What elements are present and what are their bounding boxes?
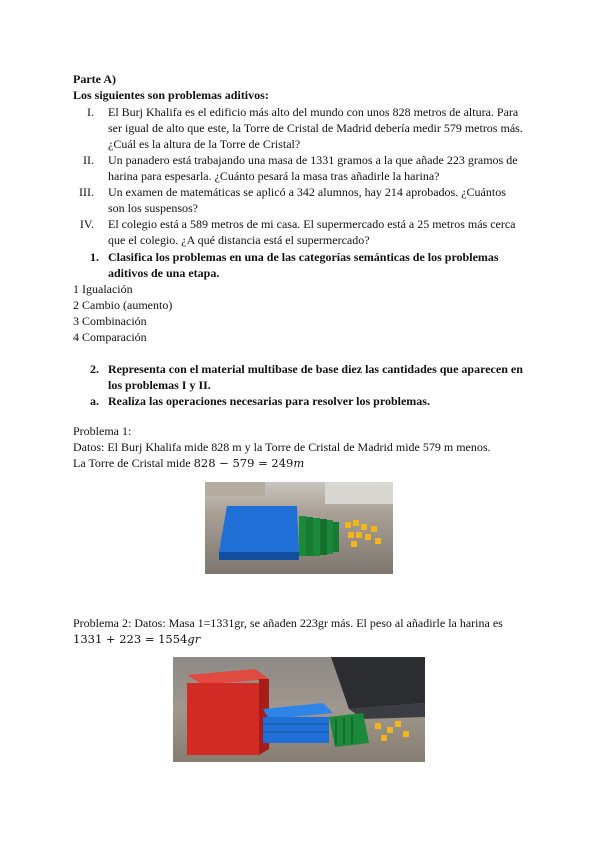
task-text-line: Representa con el material multibase de base diez las cantidades que aparecen en — [108, 362, 523, 376]
problem2-result-line — [73, 632, 200, 647]
problem-text-line: ser igual de alto que este, la Torre de Cristal de Madrid debería medir 579 metros más. — [108, 121, 523, 135]
base-ten-blocks-photo-1 — [205, 482, 393, 574]
category-item: 3 Combinación — [73, 314, 147, 328]
problem-text-line: que el colegio. ¿A qué distancia está el supermercado? — [108, 233, 370, 247]
hundreds-flat — [219, 506, 299, 552]
problem-number: I. — [87, 105, 94, 119]
problem1-title: Problema 1: — [73, 424, 132, 438]
tens-rods — [329, 713, 369, 747]
tens-rods — [299, 516, 339, 556]
problem-number: III. — [79, 185, 94, 199]
problem-text-line: ¿Cuál es la altura de la Torre de Cristal? — [108, 137, 301, 151]
problem1-result-line — [73, 456, 304, 471]
base-ten-blocks-photo-2 — [173, 657, 425, 762]
problem-text-line: El Burj Khalifa es el edificio más alto del mundo con unos 828 metros de altura. Para — [108, 105, 519, 119]
hundreds-flats — [263, 703, 333, 743]
math-expression: 828 − 579 = 249 — [193, 456, 294, 470]
task-number: 1. — [90, 250, 99, 264]
task-number: a. — [90, 394, 99, 408]
problem-text-line: son los suspensos? — [108, 201, 199, 215]
task-number: 2. — [90, 362, 99, 376]
problem-text-line: El colegio está a 589 metros de mi casa. El supermercado está a 25 metros más cerca — [108, 217, 516, 231]
problem-text-line: Un examen de matemáticas se aplicó a 342 alumnos, hay 214 aprobados. ¿Cuántos — [108, 185, 506, 199]
category-item: 1 Igualación — [73, 282, 133, 296]
math-unit: gr — [187, 632, 201, 646]
problem-number: II. — [83, 153, 94, 167]
math-unit: m — [293, 456, 305, 470]
math-expression: 1331 + 223 = 1554 — [73, 632, 188, 646]
problem1-data-line: Datos: El Burj Khalifa mide 828 m y la Torre de Cristal de Madrid mide 579 m menos. — [73, 440, 491, 454]
section-heading: Parte A) — [73, 72, 116, 86]
task-text-line: Realiza las operaciones necesarias para resolver los problemas. — [108, 394, 430, 408]
section-subheading: Los siguientes son problemas aditivos: — [73, 88, 269, 102]
task-text-line: aditivos de una etapa. — [108, 266, 220, 280]
photo-2-illustration — [173, 657, 425, 762]
task-text-line: Clasifica los problemas en una de las categorías semánticas de los problemas — [108, 250, 499, 264]
problem-text-line: Un panadero está trabajando una masa de 1331 gramos a la que añade 223 gramos de — [108, 153, 518, 167]
task-text-line: los problemas I y II. — [108, 378, 211, 392]
result-prefix: La Torre de Cristal mide — [73, 456, 194, 470]
photo-1-illustration — [205, 482, 393, 574]
problem-number: IV. — [79, 217, 94, 231]
problem2-line: Problema 2: Datos: Masa 1=1331gr, se añaden 223gr más. El peso al añadirle la harina es — [73, 616, 503, 630]
problem-text-line: harina para espesarla. ¿Cuánto pesará la masa tras añadirle la harina? — [108, 169, 440, 183]
category-item: 4 Comparación — [73, 330, 147, 344]
category-item: 2 Cambio (aumento) — [73, 298, 173, 312]
